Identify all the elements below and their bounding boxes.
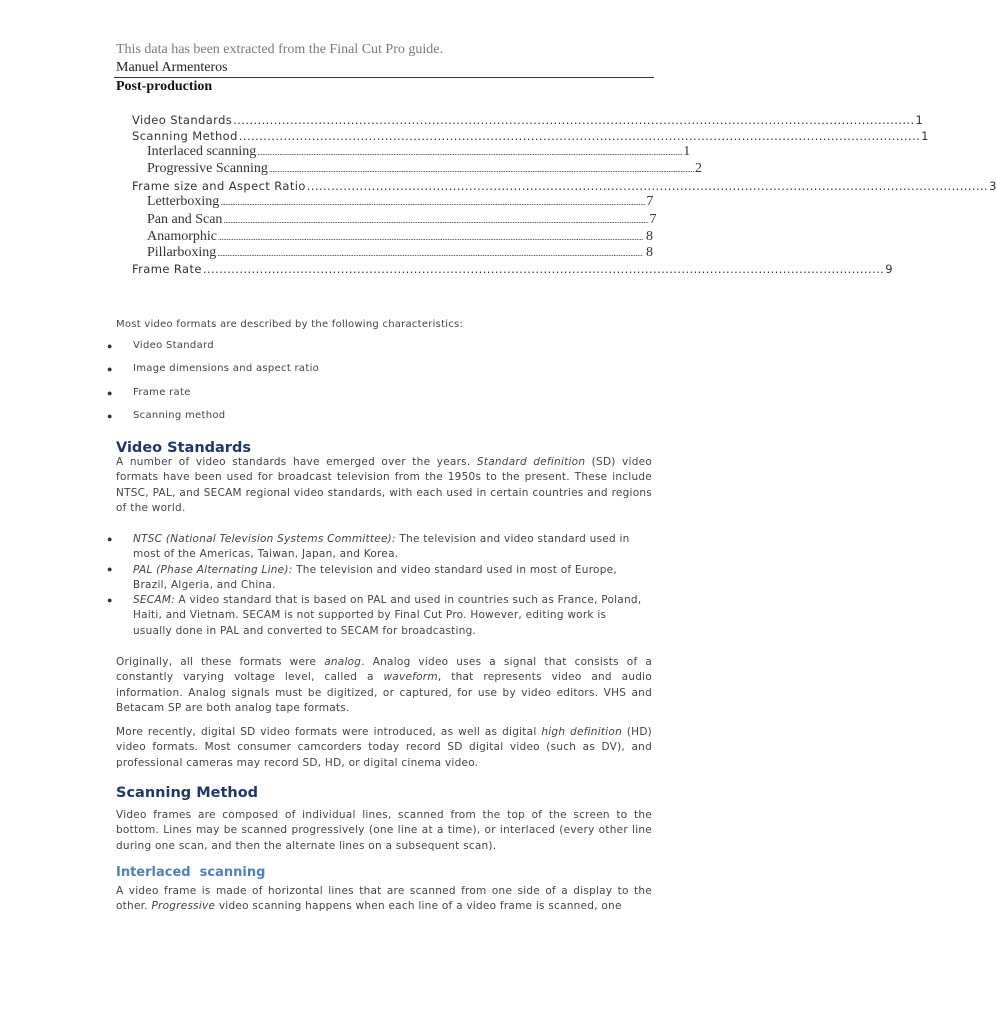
heading-video-standards: Video Standards xyxy=(116,440,251,456)
list-item: Video Standard xyxy=(133,340,214,351)
toc-leader: .......................................................................................................................................................................................................................................................... xyxy=(217,249,643,258)
toc-title: Interlaced scanning xyxy=(147,144,257,159)
toc-entry[interactable] xyxy=(147,144,691,161)
list-item-pal: PAL (Phase Alternating Line): The television and video standard used in most of Europe, Brazil, Algeria, and China. xyxy=(133,564,617,592)
paragraph-video-standards-1: A number of video standards have emerged over the years. Standard definition (SD) video formats have been used for broadcast television from the 1950s to the present. These include NTSC, PAL, and SECAM regional video standards, with each used in certain countries and regions of the world. xyxy=(116,456,652,514)
paragraph-video-standards-2: Originally, all these formats were analog. Analog video uses a signal that consists of a constantly varying voltage level, called a waveform, that represents video and audio information. Analog signals must be digitized, or captured, for use by video editors. VHS and Betacam SP are both analog tape formats. xyxy=(116,656,653,714)
toc-page: 8 xyxy=(646,245,653,260)
bullet-icon: ● xyxy=(107,534,113,544)
toc-entry[interactable] xyxy=(132,179,997,195)
list-item: Frame rate xyxy=(133,387,191,398)
toc-page: 7 xyxy=(649,212,657,227)
toc-title: Progressive Scanning xyxy=(147,161,268,176)
toc-leader: .......................................................................................................................................................................................................................................................... xyxy=(257,148,683,157)
toc-entry[interactable] xyxy=(147,229,653,246)
bullet-icon: ● xyxy=(107,388,113,398)
toc-leader: .......................................................................................................................................................................................................................................................... xyxy=(268,165,694,174)
toc-title: Letterboxing xyxy=(147,194,220,209)
toc-page: 3 xyxy=(989,179,997,193)
list-item-ntsc: NTSC (National Television Systems Committee): The television and video standard used in most of the Americas, Taiwan, Japan, and Korea. xyxy=(133,533,630,561)
toc-page: 9 xyxy=(885,262,893,276)
bullet-icon: ● xyxy=(107,411,113,421)
toc-page: 1 xyxy=(915,113,924,127)
toc-title: Pan and Scan xyxy=(147,212,223,227)
toc-entry[interactable] xyxy=(132,129,929,145)
toc-leader: .......................................................................................................................................................................................................................................................... xyxy=(223,216,649,225)
list-item: Scanning method xyxy=(133,410,226,421)
toc-leader: ........................................................................................................................................................................ xyxy=(306,179,989,193)
list-item-secam: SECAM: A video standard that is based on PAL and used in countries such as France, Poland, Haiti, and Vietnam. SECAM is not supported by Final Cut Pro. However, editing work is usually done in PAL and converted to SECAM for broadcasting. xyxy=(133,594,642,637)
toc-entry[interactable] xyxy=(147,194,653,211)
bullet-icon: ● xyxy=(107,564,113,574)
bullet-icon: ● xyxy=(107,341,113,351)
toc-title: Anamorphic xyxy=(147,229,217,244)
toc-entry[interactable] xyxy=(147,245,653,262)
characteristics-intro: Most video formats are described by the following characteristics: xyxy=(116,319,464,330)
toc-leader: ........................................................................................................................................................................ xyxy=(238,129,921,143)
heading-interlaced-scanning: Interlaced scanning xyxy=(116,865,266,880)
toc-title: Scanning Method xyxy=(132,129,238,143)
paragraph-video-standards-3: More recently, digital SD video formats were introduced, as well as digital high definition (HD) video formats. Most consumer camcorders today record SD digital video (such as DV), and professional cameras may record SD, HD, or digital cinema video. xyxy=(116,726,652,769)
toc-page: 8 xyxy=(646,229,653,244)
toc-entry[interactable] xyxy=(147,161,702,178)
paragraph-interlaced-scanning: A video frame is made of horizontal lines that are scanned from one side of a display to the other. Progressive video scanning happens when each line of a video frame is scanned, one xyxy=(116,885,652,913)
author-name: Manuel Armenteros xyxy=(116,60,228,75)
toc-entry[interactable] xyxy=(132,113,924,129)
bullet-icon: ● xyxy=(107,595,113,605)
toc-leader: ........................................................................................................................................................................ xyxy=(233,113,915,127)
toc-title: Frame size and Aspect Ratio xyxy=(132,179,306,193)
toc-entry[interactable] xyxy=(132,262,893,278)
toc-page: 1 xyxy=(683,144,691,159)
header-rule xyxy=(114,77,654,78)
toc-page: 7 xyxy=(646,194,654,209)
toc-title: Pillarboxing xyxy=(147,245,217,260)
toc-title: Frame Rate xyxy=(132,262,202,276)
toc-leader: .......................................................................................................................................................................................................................................................... xyxy=(217,233,643,242)
header-intro: This data has been extracted from the Final Cut Pro guide. xyxy=(116,42,443,57)
toc-leader: ........................................................................................................................................................................ xyxy=(202,262,885,276)
section-title: Post-production xyxy=(116,79,213,94)
bullet-icon: ● xyxy=(107,364,113,374)
paragraph-scanning-method: Video frames are composed of individual lines, scanned from the top of the screen to the bottom. Lines may be scanned progressively (one line at a time), or interlaced (every other line during one scan, and then the alternate lines on a subsequent scan). xyxy=(116,809,652,852)
heading-scanning-method: Scanning Method xyxy=(116,785,259,801)
list-item: Image dimensions and aspect ratio xyxy=(133,363,320,374)
toc-page: 2 xyxy=(694,161,702,176)
toc-title: Video Standards xyxy=(132,113,233,127)
toc-leader: .......................................................................................................................................................................................................................................................... xyxy=(220,198,646,207)
toc-page: 1 xyxy=(921,129,929,143)
toc-entry[interactable] xyxy=(147,212,657,229)
